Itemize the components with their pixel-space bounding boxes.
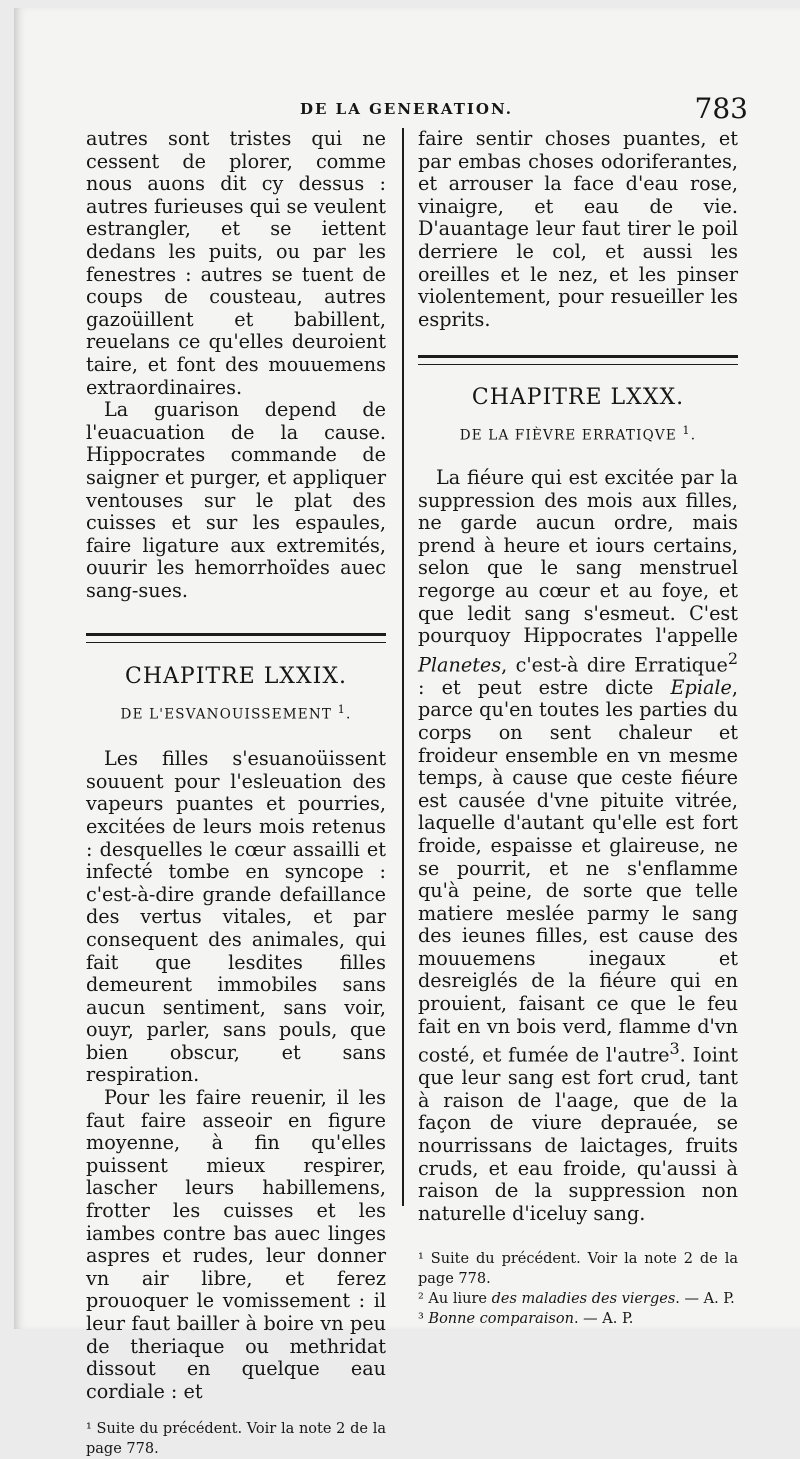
footnotes bbox=[86, 1419, 386, 1459]
paragraph: Les filles s'esuanoüissent souuent pour l'esleuation des vapeurs puantes et pourries, excitées de leurs mois retenus : desquelles le cœur assailli et infecté tombe en syncope : c'est-à-dire grande defaillance des vertus vitales, et par consequent des animales, qui fait que lesdites filles demeurent immobiles sans aucun sentiment, sans voir, ouyr, parler, sans pouls, que bien obscur, et sans respiration. bbox=[86, 747, 386, 1087]
subtitle-text: DE LA FIÈVRE ERRATIQVE bbox=[459, 427, 677, 444]
text-run: , c'est-à dire Erratique bbox=[501, 653, 728, 677]
footnote-ref: 2 bbox=[727, 648, 738, 668]
running-title: DE LA GENERATION. bbox=[300, 100, 513, 118]
section-rule bbox=[86, 633, 386, 643]
text-run: ² Au liure bbox=[418, 1291, 492, 1308]
italic-term: Epiale bbox=[670, 675, 732, 699]
paragraph: Pour les faire reuenir, il les faut faire asseoir en figure moyenne, à fin qu'elles puissent mieux respirer, lascher leurs habillemens, frotter les cuisses et les iambes contre bas auec linges aspres et rudes, leur donner vn air libre, et ferez prouoquer le vomissement : il leur faut bailler à boire vn peu de theriaque ou methridat dissout en quelque eau cordiale : et bbox=[86, 1086, 386, 1403]
text-run: : et peut estre dicte bbox=[418, 675, 671, 699]
text-run: . Ioint que leur sang est fort crud, tant à raison de l'aage, que de la façon de viure deprauée, se nourrissans de laictages, fruits cruds, et eau froide, qu'aussi à raison de la suppression non naturelle d'iceluy sang. bbox=[418, 1043, 738, 1225]
page-number: 783 bbox=[694, 92, 748, 125]
chapter-heading: CHAPITRE LXXIX. bbox=[125, 664, 347, 690]
footnote: ¹ Suite du précédent. Voir la note 2 de la page 778. bbox=[86, 1421, 386, 1458]
text-run: , parce qu'en toutes les parties du corps on sent chaleur et froideur ensemble en vn mesme temps, à cause que ceste fiéure est causée d'vne pituite vitrée, laquelle d'autant qu'elle est fort froide, espaisse et glaireuse, ne se pourrit, et ne s'enflamme qu'à peine, de sorte que telle matiere meslée parmy le sang des ieunes filles, est cause des mouuemens inegaux et desreiglés de la fiéure qui en prouient, faisant ce que le feu fait en vn bois verd, flamme d'vn costé, et fumée de l'autre bbox=[418, 675, 738, 1067]
chapter-subtitle: DE LA FIÈVRE ERRATIQVE $^1$. bbox=[459, 423, 697, 444]
right-column bbox=[418, 128, 738, 1329]
italic-term: Bonne comparaison bbox=[428, 1311, 574, 1328]
footnote-ref: 3 bbox=[669, 1039, 680, 1059]
italic-term: des maladies des vierges bbox=[491, 1291, 676, 1308]
paragraph bbox=[418, 467, 738, 1225]
section-rule bbox=[418, 355, 738, 365]
text-run: ³ bbox=[418, 1311, 429, 1328]
chapter-subtitle: DE L'ESVANOUISSEMENT $^1$. bbox=[120, 703, 352, 723]
chapter-heading: CHAPITRE LXXX. bbox=[471, 385, 685, 411]
footnote bbox=[418, 1289, 738, 1309]
text-run: . — A. P. bbox=[675, 1291, 735, 1308]
footnote bbox=[418, 1309, 738, 1329]
left-column bbox=[86, 128, 386, 1459]
text-run: La fiéure qui est excitée par la suppression des mois aux filles, ne garde aucun ordre, mais prend à heure et iours certains, selon que le sang menstruel regorge au cœur et au foye, et que ledit sang s'esmeut. C'est pourquoy Hippocrates l'appelle bbox=[418, 466, 738, 648]
paragraph: autres sont tristes qui ne cessent de plorer, comme nous auons dit cy dessus : autres furieuses qui se veulent estrangler, et se iettent dedans les puits, ou par les fenestres : autres se tuent de coups de cousteau, autres gazoüillent et babillent, reuelans ce qu'elles deuroient taire, et font des mouuemens extraordinaires. bbox=[86, 127, 386, 399]
paragraph: La guarison depend de l'euacuation de la cause. Hippocrates commande de saigner et purger, et appliquer ventouses sur le plat des cuisses et sur les espaules, faire ligature aux extremités, ouurir les hemorrhoïdes auec sang-sues. bbox=[86, 398, 386, 602]
paragraph: faire sentir choses puantes, et par embas choses odoriferantes, et arrouser la face d'eau rose, vinaigre, et eau de vie. D'auantage leur faut tirer le poil derriere le col, et aussi les oreilles et le nez, et les pinser violentement, pour resueiller les esprits. bbox=[418, 127, 738, 331]
footnote-ref: 1 bbox=[682, 423, 691, 437]
text-run: . — A. P. bbox=[573, 1311, 634, 1328]
footnote-ref: 1 bbox=[337, 703, 346, 717]
subtitle-text: DE L'ESVANOUISSEMENT bbox=[120, 706, 333, 723]
italic-term: Planetes bbox=[418, 653, 502, 677]
footnote: ¹ Suite du précédent. Voir la note 2 de la page 778. bbox=[418, 1251, 738, 1288]
footnotes bbox=[418, 1249, 738, 1329]
column-divider bbox=[402, 128, 404, 1206]
running-header bbox=[300, 92, 748, 126]
